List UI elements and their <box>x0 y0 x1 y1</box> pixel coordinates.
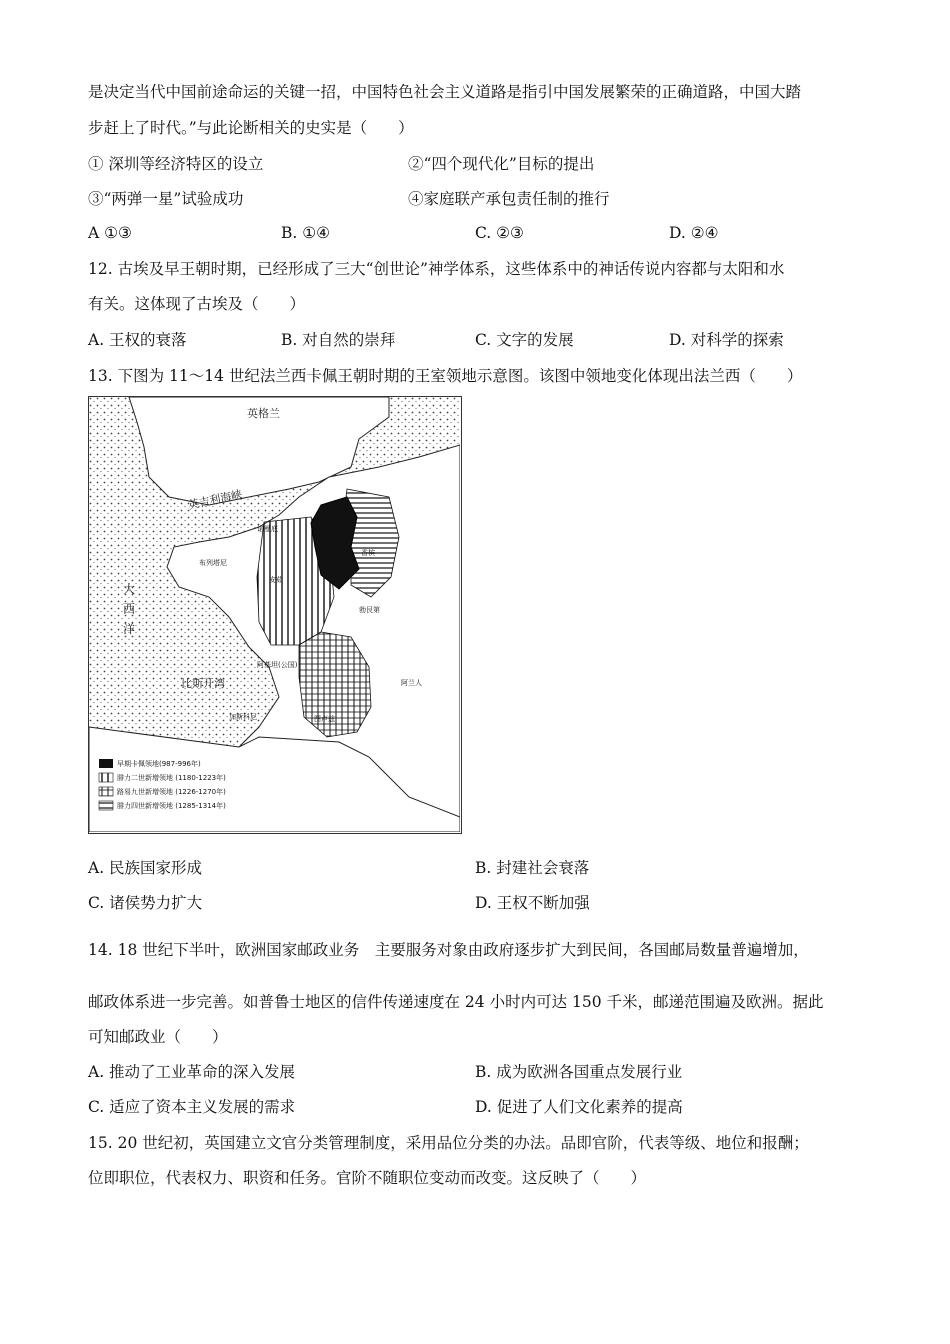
legend-louis-ix: 路易九世新增领地 (1226-1270年) <box>117 788 226 796</box>
bay-of-biscay-label: 比斯开湾 <box>181 677 225 690</box>
q13-option-d: D. 王权不断加强 <box>475 894 590 912</box>
q11-item-1: ① 深圳等经济特区的设立 <box>88 155 264 173</box>
q12-option-d: D. 对科学的探索 <box>669 331 784 349</box>
english-channel-label: 英吉利海峡 <box>186 487 244 512</box>
q15-stem-line1: 15. 20 世纪初，英国建立文官分类管理制度，采用品位分类的办法。品即官阶，代表等级、地位和报酬； <box>88 1134 809 1152</box>
q11-option-c: C. ②③ <box>475 224 524 242</box>
q12-option-c: C. 文字的发展 <box>475 331 574 349</box>
q13-option-b: B. 封建社会衰落 <box>475 859 590 877</box>
q14-stem-line2: 邮政体系进一步完善。如普鲁士地区的信件传递速度在 24 小时内可达 150 千米，邮递范围遍及欧洲。据此 <box>88 993 824 1011</box>
q11-option-a: A ①③ <box>88 224 132 242</box>
legend-early-capetian: 早期卡佩领地(987-996年) <box>117 760 201 768</box>
q11-stem-line1: 是决定当代中国前途命运的关键一招，中国特色社会主义道路是指引中国发展繁荣的正确道路，中国大踏 <box>88 83 802 101</box>
toulouse-label: 图卢兹 <box>314 715 335 723</box>
q11-option-b: B. ①④ <box>281 224 331 242</box>
q11-item-3: ③“两弹一星”试验成功 <box>88 190 244 208</box>
legend-philip-ii: 腓力二世新增领地 (1180-1223年) <box>117 774 226 782</box>
q13-option-c: C. 诸侯势力扩大 <box>88 894 203 912</box>
champagne-label: 香槟 <box>361 549 375 557</box>
q11-option-d: D. ②④ <box>669 224 719 242</box>
normandy-label: 诺曼底 <box>257 525 278 533</box>
capetian-royal-domain-map <box>88 396 462 834</box>
q15-stem-line2: 位即职位，代表权力、职资和任务。官阶不随职位变动而改变。这反映了（ ） <box>88 1169 647 1187</box>
gascony-label: 加斯科尼 <box>229 713 257 721</box>
q14-option-b: B. 成为欧洲各国重点发展行业 <box>475 1063 683 1081</box>
burgundy-label: 勃艮第 <box>359 606 380 614</box>
england-label: 英格兰 <box>247 407 280 420</box>
q12-option-b: B. 对自然的崇拜 <box>281 331 396 349</box>
q11-item-2: ②“四个现代化”目标的提出 <box>408 155 595 173</box>
atlantic-label-1: 大 <box>123 582 136 596</box>
alans-label: 阿兰人 <box>401 679 422 687</box>
atlantic-label-2: 西 <box>123 602 136 616</box>
q14-option-c: C. 适应了资本主义发展的需求 <box>88 1098 296 1116</box>
atlantic-label-3: 洋 <box>123 622 136 636</box>
anjou-label: 安茹 <box>269 576 283 584</box>
q11-stem-line2: 步赶上了时代。”与此论断相关的史实是（ ） <box>88 119 414 137</box>
q12-option-a: A. 王权的衰落 <box>88 331 187 349</box>
brittany-label: 布列塔尼 <box>199 559 227 567</box>
q12-stem-line1: 12. 古埃及早王朝时期，已经形成了三大“创世论”神学体系，这些体系中的神话传说内容都与太阳和水 <box>88 260 785 278</box>
q14-option-d: D. 促进了人们文化素养的提高 <box>475 1098 683 1116</box>
q14-stem-line1: 14. 18 世纪下半叶，欧洲国家邮政业务 主要服务对象由政府逐步扩大到民间，各国邮局数量普遍增加， <box>88 941 809 959</box>
aquitaine-label: 阿基坦(公国) <box>257 661 298 669</box>
q12-stem-line2: 有关。这体现了古埃及（ ） <box>88 295 306 313</box>
q14-option-a: A. 推动了工业革命的深入发展 <box>88 1063 296 1081</box>
legend-philip-iv: 腓力四世新增领地 (1285-1314年) <box>117 802 226 810</box>
q11-item-4: ④家庭联产承包责任制的推行 <box>408 190 610 208</box>
q13-stem: 13. 下图为 11～14 世纪法兰西卡佩王朝时期的王室领地示意图。该图中领地变化体现出法兰西（ ） <box>88 367 803 385</box>
q13-option-a: A. 民族国家形成 <box>88 859 203 877</box>
q14-stem-line3: 可知邮政业（ ） <box>88 1028 228 1046</box>
